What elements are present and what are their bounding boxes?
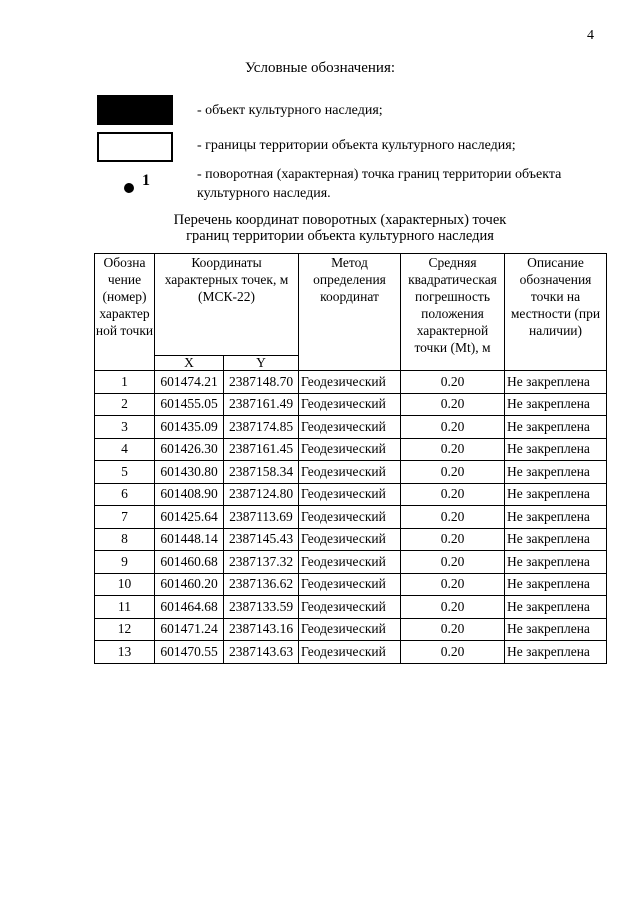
y-coordinate-cell: 2387136.62 xyxy=(224,573,299,596)
table-row xyxy=(95,393,607,416)
y-coordinate-cell: 2387161.45 xyxy=(224,438,299,461)
point-number-cell: 8 xyxy=(95,528,155,551)
point-number-cell: 11 xyxy=(95,596,155,619)
error-cell: 0.20 xyxy=(401,483,505,506)
description-cell: Не закреплена xyxy=(505,528,607,551)
error-cell: 0.20 xyxy=(401,641,505,664)
error-cell: 0.20 xyxy=(401,461,505,484)
territory-boundary-symbol xyxy=(97,132,173,162)
description-cell: Не закреплена xyxy=(505,416,607,439)
x-coordinate-cell: 601455.05 xyxy=(155,393,224,416)
x-coordinate-cell: 601460.20 xyxy=(155,573,224,596)
table-row xyxy=(95,528,607,551)
heritage-object-symbol xyxy=(97,95,173,125)
coordinates-table xyxy=(94,253,607,664)
turning-point-symbol-number: 1 xyxy=(142,172,150,189)
y-coordinate-cell: 2387124.80 xyxy=(224,483,299,506)
description-cell: Не закреплена xyxy=(505,438,607,461)
header-designation: Обозна чение (номер) характер ной точки xyxy=(95,254,155,371)
table-title-line-1: Перечень координат поворотных (характерных) точек xyxy=(173,212,507,228)
table-row xyxy=(95,438,607,461)
error-cell: 0.20 xyxy=(401,393,505,416)
description-cell: Не закреплена xyxy=(505,618,607,641)
y-coordinate-cell: 2387143.63 xyxy=(224,641,299,664)
x-coordinate-cell: 601464.68 xyxy=(155,596,224,619)
description-cell: Не закреплена xyxy=(505,596,607,619)
table-row xyxy=(95,641,607,664)
point-number-cell: 3 xyxy=(95,416,155,439)
point-number-cell: 10 xyxy=(95,573,155,596)
legend-item-territory-boundary: - границы территории объекта культурного наследия; xyxy=(197,138,516,153)
error-cell: 0.20 xyxy=(401,416,505,439)
y-coordinate-cell: 2387158.34 xyxy=(224,461,299,484)
point-number-cell: 5 xyxy=(95,461,155,484)
description-cell: Не закреплена xyxy=(505,551,607,574)
table-row xyxy=(95,483,607,506)
method-cell: Геодезический xyxy=(299,461,401,484)
x-coordinate-cell: 601435.09 xyxy=(155,416,224,439)
error-cell: 0.20 xyxy=(401,506,505,529)
description-cell: Не закреплена xyxy=(505,506,607,529)
y-coordinate-cell: 2387113.69 xyxy=(224,506,299,529)
table-body xyxy=(95,371,607,664)
method-cell: Геодезический xyxy=(299,573,401,596)
table-row xyxy=(95,371,607,394)
method-cell: Геодезический xyxy=(299,371,401,394)
point-number-cell: 2 xyxy=(95,393,155,416)
error-cell: 0.20 xyxy=(401,573,505,596)
y-coordinate-cell: 2387174.85 xyxy=(224,416,299,439)
error-cell: 0.20 xyxy=(401,371,505,394)
y-coordinate-cell: 2387145.43 xyxy=(224,528,299,551)
method-cell: Геодезический xyxy=(299,506,401,529)
method-cell: Геодезический xyxy=(299,528,401,551)
method-cell: Геодезический xyxy=(299,551,401,574)
x-coordinate-cell: 601460.68 xyxy=(155,551,224,574)
header-y: Y xyxy=(224,356,299,371)
description-cell: Не закреплена xyxy=(505,371,607,394)
point-number-cell: 4 xyxy=(95,438,155,461)
table-row xyxy=(95,506,607,529)
description-cell: Не закреплена xyxy=(505,641,607,664)
y-coordinate-cell: 2387161.49 xyxy=(224,393,299,416)
header-description: Описание обозначения точки на местности (при наличии) xyxy=(505,254,607,371)
table-row xyxy=(95,551,607,574)
description-cell: Не закреплена xyxy=(505,483,607,506)
y-coordinate-cell: 2387143.16 xyxy=(224,618,299,641)
method-cell: Геодезический xyxy=(299,641,401,664)
legend-item-heritage-object: - объект культурного наследия; xyxy=(197,103,383,118)
legend-title: Условные обозначения: xyxy=(244,60,396,76)
method-cell: Геодезический xyxy=(299,438,401,461)
point-number-cell: 12 xyxy=(95,618,155,641)
y-coordinate-cell: 2387133.59 xyxy=(224,596,299,619)
header-coordinates: Координаты характерных точек, м (МСК-22) xyxy=(155,254,299,356)
point-number-cell: 13 xyxy=(95,641,155,664)
error-cell: 0.20 xyxy=(401,438,505,461)
table-title-line-2: границ территории объекта культурного наследия xyxy=(186,228,494,244)
point-number-cell: 6 xyxy=(95,483,155,506)
x-coordinate-cell: 601408.90 xyxy=(155,483,224,506)
table-row xyxy=(95,461,607,484)
error-cell: 0.20 xyxy=(401,551,505,574)
header-error: Средняя квадратическая погрешность положения характерной точки (Mt), м xyxy=(401,254,505,371)
x-coordinate-cell: 601474.21 xyxy=(155,371,224,394)
error-cell: 0.20 xyxy=(401,596,505,619)
header-method: Метод определения координат xyxy=(299,254,401,371)
table-row xyxy=(95,618,607,641)
point-number-cell: 9 xyxy=(95,551,155,574)
y-coordinate-cell: 2387137.32 xyxy=(224,551,299,574)
y-coordinate-cell: 2387148.70 xyxy=(224,371,299,394)
error-cell: 0.20 xyxy=(401,618,505,641)
method-cell: Геодезический xyxy=(299,393,401,416)
x-coordinate-cell: 601430.80 xyxy=(155,461,224,484)
table-row xyxy=(95,596,607,619)
table-row xyxy=(95,573,607,596)
method-cell: Геодезический xyxy=(299,483,401,506)
description-cell: Не закреплена xyxy=(505,393,607,416)
x-coordinate-cell: 601470.55 xyxy=(155,641,224,664)
method-cell: Геодезический xyxy=(299,618,401,641)
point-number-cell: 1 xyxy=(95,371,155,394)
legend-item-turning-point: - поворотная (характерная) точка границ территории объекта культурного наследия. xyxy=(197,167,562,201)
x-coordinate-cell: 601425.64 xyxy=(155,506,224,529)
x-coordinate-cell: 601426.30 xyxy=(155,438,224,461)
x-coordinate-cell: 601471.24 xyxy=(155,618,224,641)
error-cell: 0.20 xyxy=(401,528,505,551)
turning-point-dot-icon xyxy=(124,183,134,193)
description-cell: Не закреплена xyxy=(505,573,607,596)
table-title xyxy=(0,212,640,244)
header-x: X xyxy=(155,356,224,371)
x-coordinate-cell: 601448.14 xyxy=(155,528,224,551)
method-cell: Геодезический xyxy=(299,596,401,619)
page-number: 4 xyxy=(587,28,594,43)
method-cell: Геодезический xyxy=(299,416,401,439)
description-cell: Не закреплена xyxy=(505,461,607,484)
table-row xyxy=(95,416,607,439)
point-number-cell: 7 xyxy=(95,506,155,529)
